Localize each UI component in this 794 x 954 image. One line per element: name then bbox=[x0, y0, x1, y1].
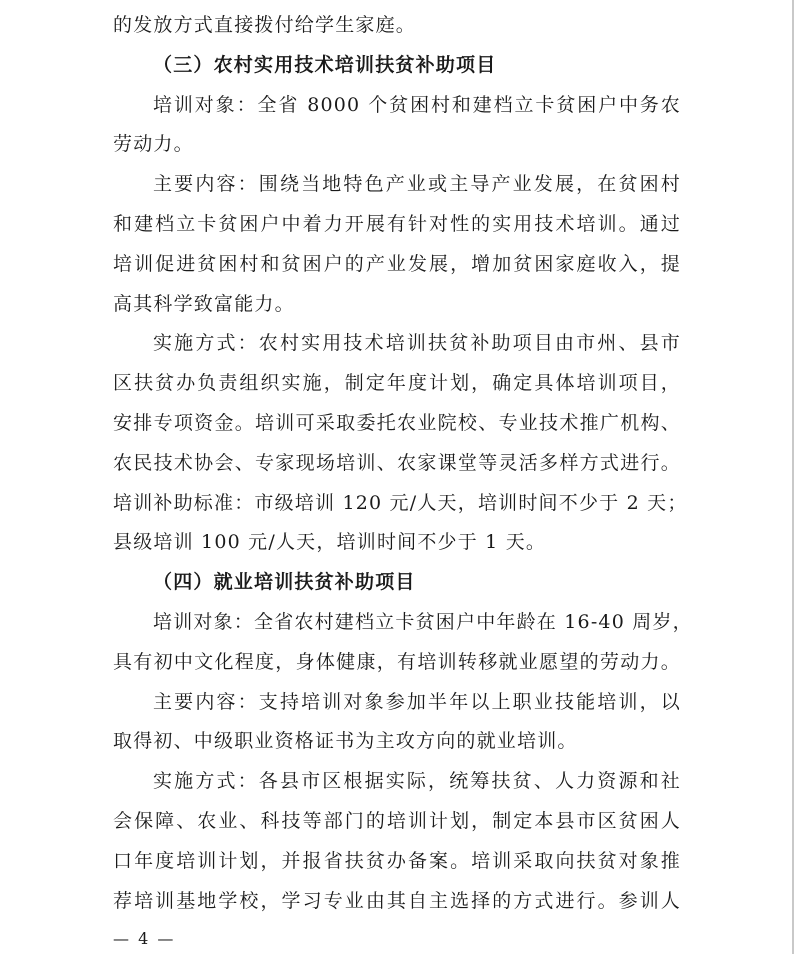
body-line: 实施方式：农村实用技术培训扶贫补助项目由市州、县市 bbox=[153, 332, 681, 355]
body-line: 荐培训基地学校，学习专业由其自主选择的方式进行。参训人 bbox=[113, 889, 681, 912]
body-line: 安排专项资金。培训可采取委托农业院校、专业技术推广机构、 bbox=[113, 411, 681, 434]
body-line: 主要内容：围绕当地特色产业或主导产业发展，在贫困村 bbox=[153, 173, 681, 196]
body-line: 农民技术协会、专家现场培训、农家课堂等灵活多样方式进行。 bbox=[113, 451, 681, 474]
body-line: 的发放方式直接拨付给学生家庭。 bbox=[113, 14, 417, 36]
body-line: 具有初中文化程度，身体健康，有培训转移就业愿望的劳动力。 bbox=[113, 650, 681, 673]
body-line: 会保障、农业、科技等部门的培训计划，制定本县市区贫困人 bbox=[113, 809, 681, 832]
body-line: 和建档立卡贫困户中着力开展有针对性的实用技术培训。通过 bbox=[113, 212, 681, 235]
body-line: 培训补助标准：市级培训 120 元/人天，培训时间不少于 2 天； bbox=[113, 491, 688, 514]
body-line: 实施方式：各县市区根据实际，统筹扶贫、人力资源和社 bbox=[153, 770, 681, 793]
page-number: — 4 — bbox=[113, 929, 176, 948]
section-heading-4: （四）就业培训扶贫补助项目 bbox=[153, 571, 416, 594]
body-line: 培训促进贫困村和贫困户的产业发展，增加贫困家庭收入，提 bbox=[113, 252, 681, 275]
body-line: 口年度培训计划，并报省扶贫办备案。培训采取向扶贫对象推 bbox=[113, 849, 681, 872]
body-line: 县级培训 100 元/人天，培训时间不少于 1 天。 bbox=[113, 531, 547, 554]
document-body bbox=[113, 6, 693, 921]
body-line: 主要内容：支持培训对象参加半年以上职业技能培训，以 bbox=[153, 690, 681, 713]
body-line: 高其科学致富能力。 bbox=[113, 292, 295, 315]
body-line: 培训对象：全省农村建档立卡贫困户中年龄在 16-40 周岁， bbox=[153, 610, 693, 633]
body-line: 劳动力。 bbox=[113, 133, 194, 156]
body-line: 取得初、中级职业资格证书为主攻方向的就业培训。 bbox=[113, 730, 578, 753]
section-heading-3: （三）农村实用技术培训扶贫补助项目 bbox=[153, 53, 497, 76]
body-line: 区扶贫办负责组织实施，制定年度计划，确定具体培训项目， bbox=[113, 372, 681, 395]
body-line: 培训对象：全省 8000 个贫困村和建档立卡贫困户中务农 bbox=[153, 93, 681, 116]
